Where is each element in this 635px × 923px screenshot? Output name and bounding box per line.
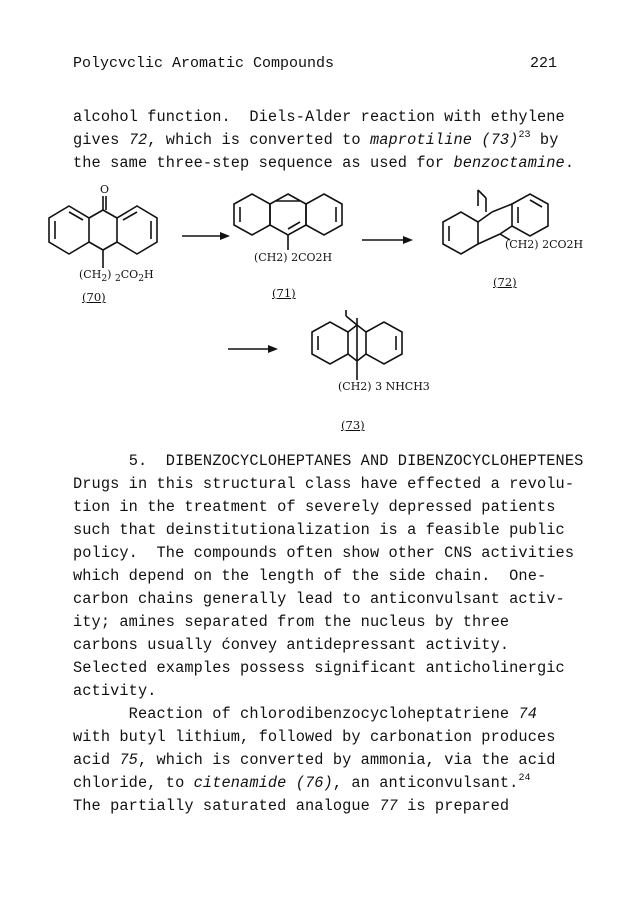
citenamide-line: The partially saturated analogue 77 is prepared [73,797,510,815]
citenamide-line: chloride, to citenamide (76), an anticonvulsant.$^{24}$ [73,773,531,792]
reaction-arrow-2 [362,236,413,244]
section-body-line: Drugs in this structural class have effected a revolu- [73,475,575,493]
section-body-line: carbon chains generally lead to anticonvulsant activ- [73,590,565,608]
compound-71-structure [234,194,342,250]
compound-72-substituent: (CH2) 2CO2H [505,238,584,251]
compound-70-label: (70) [82,290,106,304]
section-body-line: Selected examples possess significant anticholinergic [73,659,565,677]
reaction-arrow-3 [228,345,278,353]
section-body-line: which depend on the length of the side chain. One- [73,567,547,585]
section-body-line: tion in the treatment of severely depressed patients [73,498,556,516]
section-body-line: carbons usually ćonvey antidepressant activity. [73,636,510,654]
citenamide-line: with butyl lithium, followed by carbonation produces [73,728,556,746]
intro-line: gives 72, which is converted to maprotiline $(73)^{23}$ by [73,130,559,149]
compound-70-structure [49,196,157,268]
section-body-line: policy. The compounds often show other CNS activities [73,544,575,562]
running-header: Polycvclic Aromatic Compounds [73,55,335,72]
compound-73-label: (73) [341,418,365,432]
citenamide-line: Reaction of chlorodibenzocycloheptatriene 74 [73,705,537,723]
intro-line: alcohol function. Diels-Alder reaction with ethylene [73,108,565,126]
compound-70-substituent: $(CH_2)$ $_2CO_2H$ [79,268,154,285]
reaction-arrow-1 [182,232,230,240]
section-heading: 5. DIBENZOCYCLOHEPTANES AND DIBENZOCYCLOHEPTENES [128,452,584,470]
section-body-line: activity. [73,682,157,700]
compound-73-structure [312,310,402,380]
section-body-line: ity; amines separated from the nucleus by three [73,613,510,631]
citenamide-line: acid 75, which is converted by ammonia, via the acid [73,751,556,769]
compound-70-oxygen: O [100,183,110,196]
intro-line: the same three-step sequence as used for benzoctamine. [73,154,575,172]
section-body-line: such that deinstitutionalization is a feasible public [73,521,565,539]
compound-73-substituent: (CH2) 3 NHCH3 [338,380,430,393]
compound-72-label: (72) [493,275,517,289]
page-number: 221 [530,55,558,72]
compound-71-label: (71) [272,286,296,300]
compound-71-substituent: (CH2) 2CO2H [254,251,333,264]
